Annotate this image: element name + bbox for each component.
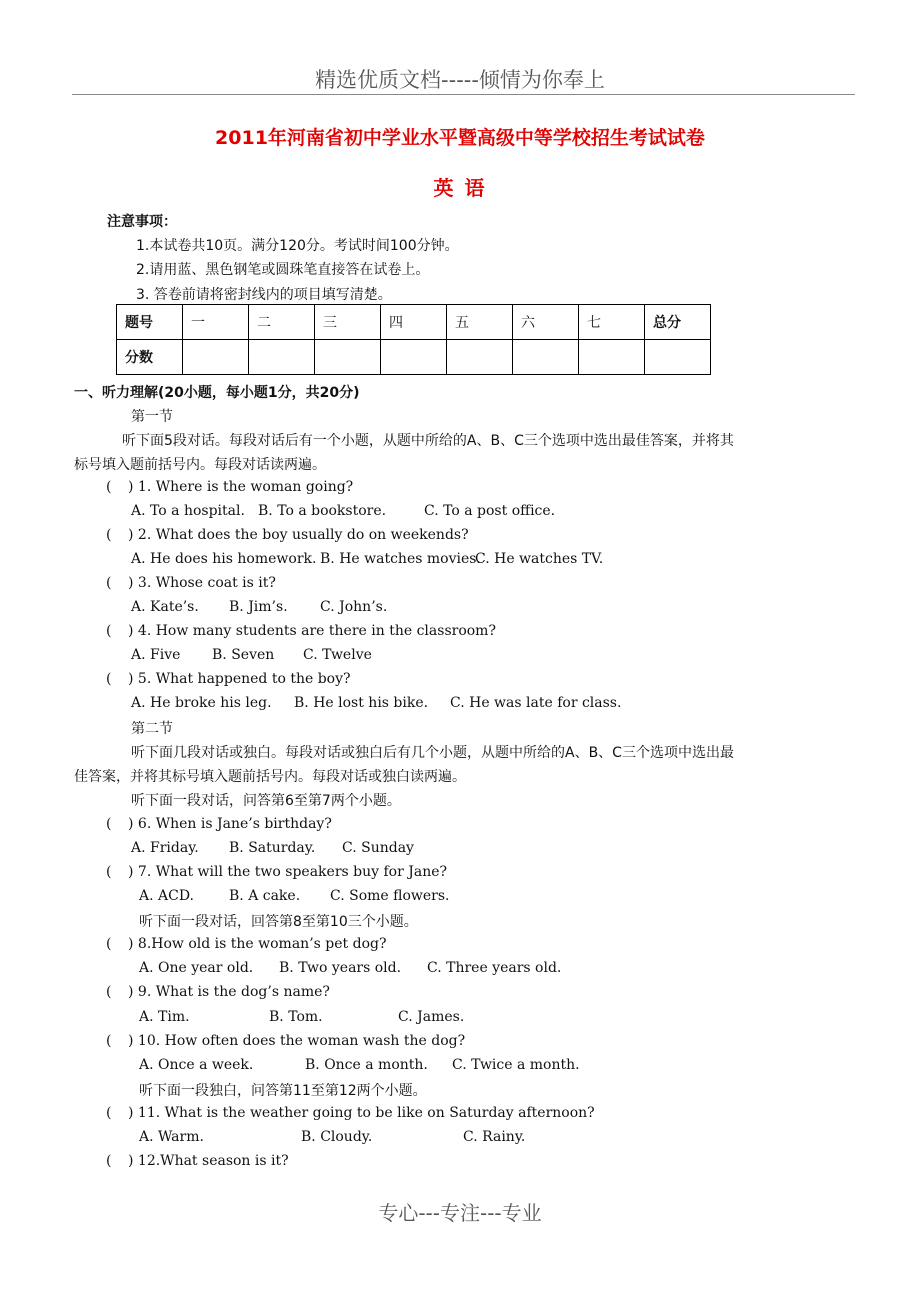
score-input-cell (447, 340, 513, 375)
option-c: C. He watches TV. (475, 551, 604, 567)
instructions: 标号填入题前括号内。每段对话读两遍。 (74, 457, 326, 473)
answer-bracket: ( (106, 984, 112, 1000)
notice-item: 1.本试卷共10页。满分120分。考试时间100分钟。 (136, 238, 459, 254)
section-heading: 一、听力理解(20小题，每小题1分，共20分) (74, 385, 360, 401)
instructions: 佳答案，并将其标号填入题前括号内。每段对话或独白读两遍。 (74, 769, 466, 785)
score-input-cell (579, 340, 645, 375)
score-cell: 七 (579, 305, 645, 340)
question-text: ) 11. What is the weather going to be like on Saturday afternoon? (128, 1105, 595, 1121)
option-c: C. He was late for class. (450, 695, 622, 711)
question-text: ) 5. What happened to the boy? (128, 671, 351, 687)
question-text: ) 7. What will the two speakers buy for Jane? (128, 864, 448, 880)
score-cell: 题号 (117, 305, 183, 340)
score-input-cell (381, 340, 447, 375)
option-b: B. Jim’s. (229, 599, 288, 615)
option-b: B. Seven (212, 647, 275, 663)
score-input-cell (183, 340, 249, 375)
score-input-cell (513, 340, 579, 375)
score-table-header-row (117, 305, 711, 340)
option-c: C. Twelve (303, 647, 372, 663)
exam-subject: 英 语 (433, 176, 487, 200)
question-text: ) 2. What does the boy usually do on weekends? (128, 527, 469, 543)
page-header: 精选优质文档-----倾情为你奉上 (315, 68, 605, 92)
score-input-cell (315, 340, 381, 375)
score-cell: 五 (447, 305, 513, 340)
option-b: B. A cake. (229, 888, 301, 904)
answer-bracket: ( (106, 671, 112, 687)
option-a: A. To a hospital. (131, 503, 245, 519)
answer-bracket: ( (106, 1033, 112, 1049)
notice-heading: 注意事项： (107, 214, 177, 230)
option-c: C. John’s. (320, 599, 388, 615)
part-heading: 第一节 (131, 409, 173, 425)
score-cell: 一 (183, 305, 249, 340)
answer-bracket: ( (106, 816, 112, 832)
answer-bracket: ( (106, 623, 112, 639)
answer-bracket: ( (106, 864, 112, 880)
question-text: ) 3. Whose coat is it? (128, 575, 276, 591)
option-a: A. Warm. (139, 1129, 204, 1145)
header-rule (72, 94, 855, 95)
option-c: C. Twice a month. (452, 1057, 580, 1073)
exam-title: 2011年河南省初中学业水平暨高级中等学校招生考试试卷 (215, 127, 705, 149)
sub-instructions: 听下面一段对话，问答第6至第7两个小题。 (131, 793, 401, 809)
answer-bracket: ( (106, 479, 112, 495)
option-b: B. He lost his bike. (294, 695, 429, 711)
question-text: ) 8.How old is the woman’s pet dog? (128, 936, 387, 952)
answer-bracket: ( (106, 1153, 112, 1169)
option-c: C. Rainy. (463, 1129, 526, 1145)
option-b: B. Cloudy. (301, 1129, 373, 1145)
notice-item: 3. 答卷前请将密封线内的项目填写清楚。 (136, 287, 392, 303)
option-a: A. He broke his leg. (131, 695, 272, 711)
sub-instructions: 听下面一段对话，回答第8至第10三个小题。 (139, 914, 418, 930)
page-footer: 专心---专注---专业 (378, 1201, 542, 1225)
score-cell: 六 (513, 305, 579, 340)
question-text: ) 10. How often does the woman wash the dog? (128, 1033, 466, 1049)
answer-bracket: ( (106, 1105, 112, 1121)
question-text: ) 6. When is Jane’s birthday? (128, 816, 332, 832)
score-cell: 二 (249, 305, 315, 340)
answer-bracket: ( (106, 575, 112, 591)
option-a: A. Five (131, 647, 181, 663)
option-c: C. Some flowers. (330, 888, 450, 904)
answer-bracket: ( (106, 936, 112, 952)
option-a: A. Kate’s. (131, 599, 199, 615)
option-a: A. Friday. (131, 840, 199, 856)
instructions: 听下面5段对话。每段对话后有一个小题，从题中所给的A、B、C三个选项中选出最佳答案，并将其 (122, 433, 734, 449)
score-cell: 总分 (645, 305, 711, 340)
option-c: C. James. (398, 1009, 465, 1025)
score-cell: 三 (315, 305, 381, 340)
sub-instructions: 听下面一段独白，问答第11至第12两个小题。 (139, 1083, 427, 1099)
option-b: B. To a bookstore. (258, 503, 387, 519)
option-a: A. One year old. (139, 960, 254, 976)
score-input-cell (249, 340, 315, 375)
option-c: C. Three years old. (427, 960, 562, 976)
option-b: B. Tom. (269, 1009, 323, 1025)
option-b: B. Saturday. (229, 840, 316, 856)
option-c: C. To a post office. (424, 503, 556, 519)
option-c: C. Sunday (342, 840, 414, 856)
option-a: A. ACD. (139, 888, 195, 904)
instructions: 听下面几段对话或独白。每段对话或独白后有几个小题，从题中所给的A、B、C三个选项中选出最 (131, 745, 734, 761)
option-b: B. He watches movies. (320, 551, 481, 567)
option-a: A. Once a week. (139, 1057, 254, 1073)
score-cell: 分数 (117, 340, 183, 375)
score-table (116, 304, 711, 375)
part-heading: 第二节 (131, 721, 173, 737)
answer-bracket: ( (106, 527, 112, 543)
score-input-cell (645, 340, 711, 375)
option-b: B. Once a month. (305, 1057, 428, 1073)
option-a: A. Tim. (139, 1009, 190, 1025)
option-b: B. Two years old. (279, 960, 402, 976)
score-table-score-row (117, 340, 711, 375)
question-text: ) 4. How many students are there in the classroom? (128, 623, 496, 639)
question-text: ) 1. Where is the woman going? (128, 479, 354, 495)
notice-item: 2.请用蓝、黑色钢笔或圆珠笔直接答在试卷上。 (136, 262, 430, 278)
question-text: ) 12.What season is it? (128, 1153, 289, 1169)
question-text: ) 9. What is the dog’s name? (128, 984, 330, 1000)
option-a: A. He does his homework. (131, 551, 317, 567)
score-cell: 四 (381, 305, 447, 340)
